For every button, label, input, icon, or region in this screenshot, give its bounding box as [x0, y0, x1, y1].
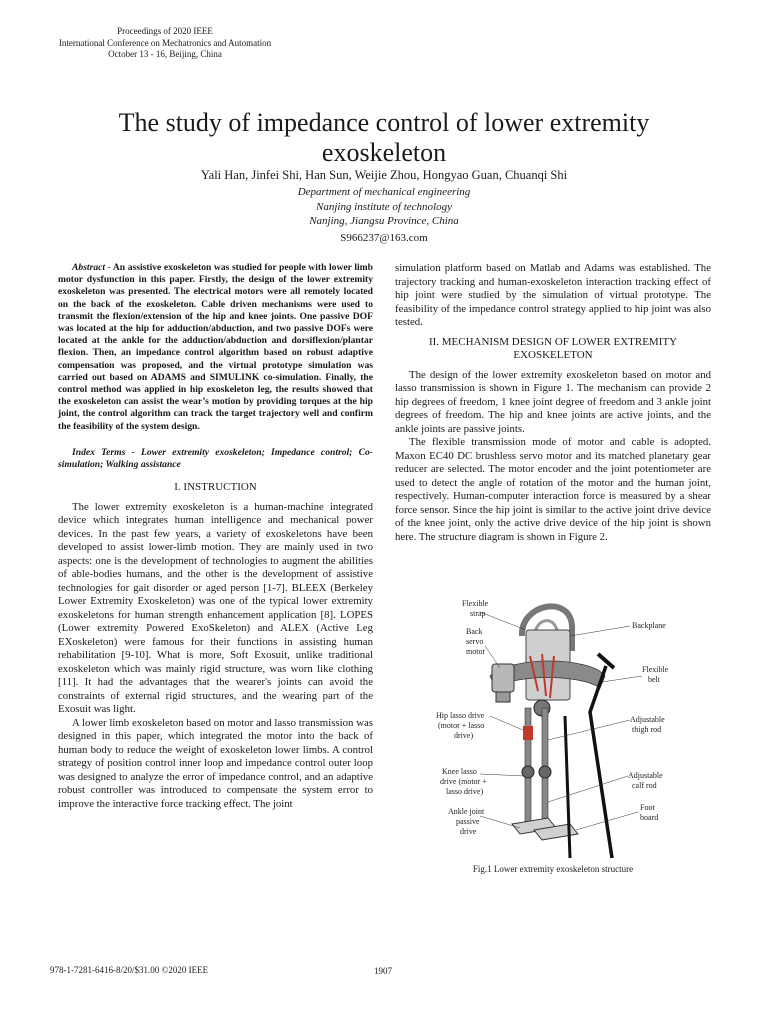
- label-foot-board: Foot board: [640, 803, 659, 822]
- back-servo-motor-shape: [492, 664, 514, 692]
- crutch-shape: [590, 666, 612, 858]
- label-flexible-belt: Flexible belt: [642, 665, 669, 684]
- proceedings-line-3: October 13 - 16, Beijing, China: [108, 49, 222, 59]
- page-number: 1907: [374, 966, 392, 976]
- label-back-servo-motor: Back servo motor: [466, 627, 486, 656]
- label-ankle-joint-passive-drive: Ankle joint passive drive: [448, 807, 485, 836]
- left-column: [58, 262, 373, 811]
- hip-lasso-red-shape: [523, 726, 533, 740]
- abstract: [58, 262, 373, 433]
- proceedings-header: [40, 26, 290, 61]
- crutch-handle-shape: [598, 654, 614, 668]
- figure-1-exoskeleton: [430, 596, 700, 866]
- proceedings-line-1: Proceedings of 2020 IEEE: [117, 26, 213, 36]
- section-1-paragraph-1: The lower extremity exoskeleton is a human-machine integrated device which integrates human intelligence and mechanical power devices. In the past few years, a variety of exoskeletons have been developed to assist lower-limb motion. They are mainly used in two aspects: one is the development of technologies to augment the abilities of able-bodies humans, and the other is the development of assistive technologies for gait disorder or aged person [1-7]. BLEEX (Berkeley Lower Extremity Exoskeleton) was one of the typical lower extremity exoskeletons for human strength enhancement application [8]. LOPES (Lower extremity Powered ExoSkeleton) and ALEX (Active Leg EXoskeleton) were famous for their functions in assisting human rehabilitation [9-10]. What is more, Soft Exosuit, unlike traditional exoskeleton which was mainly rigid structure, was worn like clothing [11]. It had the advantages that the wearer's joints can avoid the constraints of external rigid structures, and the wearing part of the Exosuit was light.: [58, 500, 373, 716]
- affiliation-institute: Nanjing institute of technology: [316, 200, 452, 213]
- section-2-paragraph-1: The design of the lower extremity exoskeleton based on motor and lasso transmission is shown in Figure 1. The mechanism can provide 2 hip degrees of freedom, 1 knee joint degree of freedom and 3 ankle joint degrees of freedom. The hip and knee joints are active joints, and the ankle joints are passive joints.: [395, 368, 711, 435]
- right-column-continuation: simulation platform based on Matlab and Adams was established. The trajectory tracking and human-exoskeleton interaction tracking effect of hip joint were studied by the simulation of virtual prototype. The feasibility of the impedance control strategy applied to hip joint was also tested.: [395, 262, 711, 328]
- label-knee-lasso-drive: Knee lasso drive (motor + lasso drive): [440, 767, 487, 796]
- paper-title: The study of impedance control of lower extremity exoskeleton: [118, 108, 650, 167]
- section-2-paragraph-2: The flexible transmission mode of motor and cable is adopted. Maxon EC40 DC brushless servo motor and its matched planetary gear reducer are selected. The motor encoder and the joint potentiometer are used to detect the angle of rotation of the motor and the human joint, respectively. Human-computer interaction force is measured by a shear force sensor. Since the hip joint is similar to the active joint drive device of the knee joint, only the active drive device of the hip joint is shown here. The structure diagram is shown in Figure 2.: [395, 436, 711, 543]
- footer-isbn: 978-1-7281-6416-8/20/$31.00 ©2020 IEEE: [50, 965, 209, 975]
- proceedings-line-2: International Conference on Mechatronics and Automation: [58, 37, 272, 48]
- right-thigh-rod-shape: [542, 708, 548, 768]
- label-hip-lasso-drive: Hip lasso drive (motor + lasso drive): [436, 711, 485, 740]
- index-terms: Index Terms - Lower extremity exoskeleton; Impedance control; Co-simulation; Walking assistance: [58, 446, 373, 471]
- right-column: [395, 262, 711, 544]
- label-backplane: Backplane: [632, 621, 666, 630]
- right-calf-rod-shape: [542, 778, 548, 823]
- author-email: S966237@163.com: [340, 232, 428, 244]
- abstract-text: An assistive exoskeleton was studied for people with lower limb motor dysfunction in this paper. Firstly, the design of the lower extremity exoskeleton was presented. The electrical motors were all remotely located on the back of the exoskeleton. Cable driven mechanisms were used to transmit the flexion/extension of the hip and knee joints. One passive DOF was located at the hip for adduction/abduction, and two passive DOFs were located at the ankle for the adduction/abduction and dorsiflexion/plantar flexion. Then, an impedance control algorithm based on robust adaptive compensation was proposed, and the virtual prototype simulation was carried out based on ADAMS and SIMULINK co-simulation. Finally, the control method was applied in hip exoskeleton leg, the results showed that the exoskeleton can assist the wear’s motion by providing torques at the hip joint, the control algorithm can track the target trajectory well and confirm the feasibility of the system design.: [58, 262, 373, 432]
- affiliation-location: Nanjing, Jiangsu Province, China: [309, 215, 459, 227]
- figure-1-caption: Fig.1 Lower extremity exoskeleton structure: [472, 864, 634, 874]
- label-adjustable-thigh-rod: Adjustable thigh rod: [630, 715, 665, 734]
- knee-joint-2-shape: [539, 766, 551, 778]
- left-calf-rod-shape: [525, 778, 531, 823]
- knee-joint-shape: [522, 766, 534, 778]
- crutch-2-shape: [565, 716, 570, 858]
- section-1-paragraph-2: A lower limb exoskeleton based on motor and lasso transmission was designed in this paper, which integrated the motor into the back of human body to reduce the weight of exoskeleton lower limbs. A control strategy of position control inner loop and impedance control outer loop was designed to analyze the error of impedance control, and an adaptive robust controller was introduced to compensate the system error to improve the interactive force tracking effect. The joint: [58, 716, 373, 810]
- author-list: Yali Han, Jinfei Shi, Han Sun, Weijie Zhou, Hongyao Guan, Chuanqi Shi: [200, 168, 568, 182]
- abstract-label: Abstract -: [72, 262, 111, 273]
- section-2-heading: II. MECHANISM DESIGN OF LOWER EXTREMITY EXOSKELETON: [428, 335, 678, 361]
- label-adjustable-calf-rod: Adjustable calf rod: [628, 771, 663, 790]
- section-1-heading: I. INSTRUCTION: [174, 481, 257, 494]
- exoskeleton-illustration: [430, 596, 700, 866]
- affiliation-department: Department of mechanical engineering: [297, 186, 471, 198]
- motor-base-shape: [496, 692, 510, 702]
- affiliation: [60, 185, 708, 229]
- label-flexible-strap: Flexible strap: [462, 599, 489, 618]
